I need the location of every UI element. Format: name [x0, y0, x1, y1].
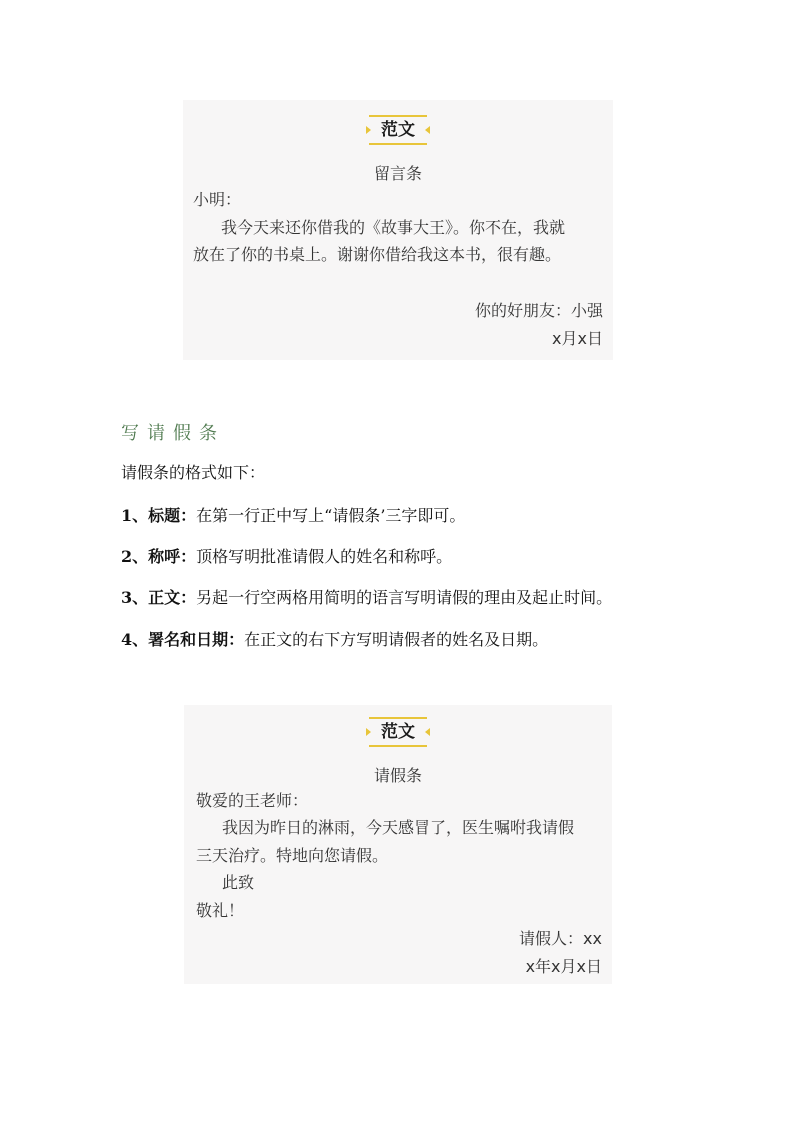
body-line-2: 三天治疗。特地向您请假。 — [196, 846, 389, 865]
format-item — [121, 503, 465, 526]
format-item — [121, 627, 548, 650]
item-number: 3、 — [121, 588, 149, 607]
badge-arrow-right-icon — [425, 126, 430, 134]
sample-badge — [367, 717, 429, 747]
date: x月x日 — [552, 329, 603, 348]
date: x年x月x日 — [525, 957, 602, 976]
format-item — [121, 585, 612, 608]
format-intro: 请假条的格式如下： — [121, 463, 266, 482]
greeting: 小明： — [193, 190, 242, 209]
badge-top-line — [369, 717, 427, 719]
badge-bottom-line — [369, 143, 427, 145]
item-number: 1、 — [121, 506, 149, 525]
item-text: 顶格写明批准请假人的姓名和称呼。 — [196, 547, 453, 566]
item-term: 署名和日期： — [148, 630, 245, 649]
item-text: 在第一行正中写上“请假条’三字即可。 — [196, 506, 466, 525]
badge-top-line — [369, 115, 427, 117]
signature: 你的好朋友：小强 — [474, 301, 603, 320]
item-term: 称呼： — [148, 547, 197, 566]
item-number: 2、 — [121, 547, 149, 566]
item-number: 4、 — [121, 630, 149, 649]
badge-label: 范文 — [381, 722, 415, 742]
item-text: 另起一行空两格用简明的语言写明请假的理由及起止时间。 — [196, 588, 613, 607]
sample-badge — [367, 115, 429, 145]
item-text: 在正文的右下方写明请假者的姓名及日期。 — [244, 630, 549, 649]
closing-line-1: 此致 — [222, 873, 255, 892]
sample-card-message-note — [183, 100, 613, 360]
badge-label: 范文 — [381, 120, 415, 140]
sample-card-leave-note — [184, 705, 612, 984]
body-line-2: 放在了你的书桌上。谢谢你借给我这本书，很有趣。 — [193, 245, 562, 264]
body-line-1: 我因为昨日的淋雨，今天感冒了，医生嘱咐我请假 — [222, 818, 575, 837]
item-term: 标题： — [148, 506, 197, 525]
greeting: 敬爱的王老师： — [196, 791, 309, 810]
format-item — [121, 544, 452, 567]
signature: 请假人：xx — [519, 929, 602, 948]
item-term: 正文： — [148, 588, 197, 607]
badge-arrow-right-icon — [425, 728, 430, 736]
section-heading: 写请假条 — [121, 423, 225, 444]
body-line-1: 我今天来还你借我的《故事大王》。你不在，我就 — [221, 218, 566, 237]
card-title: 请假条 — [373, 766, 422, 785]
closing-line-2: 敬礼！ — [196, 901, 245, 920]
badge-bottom-line — [369, 745, 427, 747]
card-title: 留言条 — [373, 164, 422, 183]
